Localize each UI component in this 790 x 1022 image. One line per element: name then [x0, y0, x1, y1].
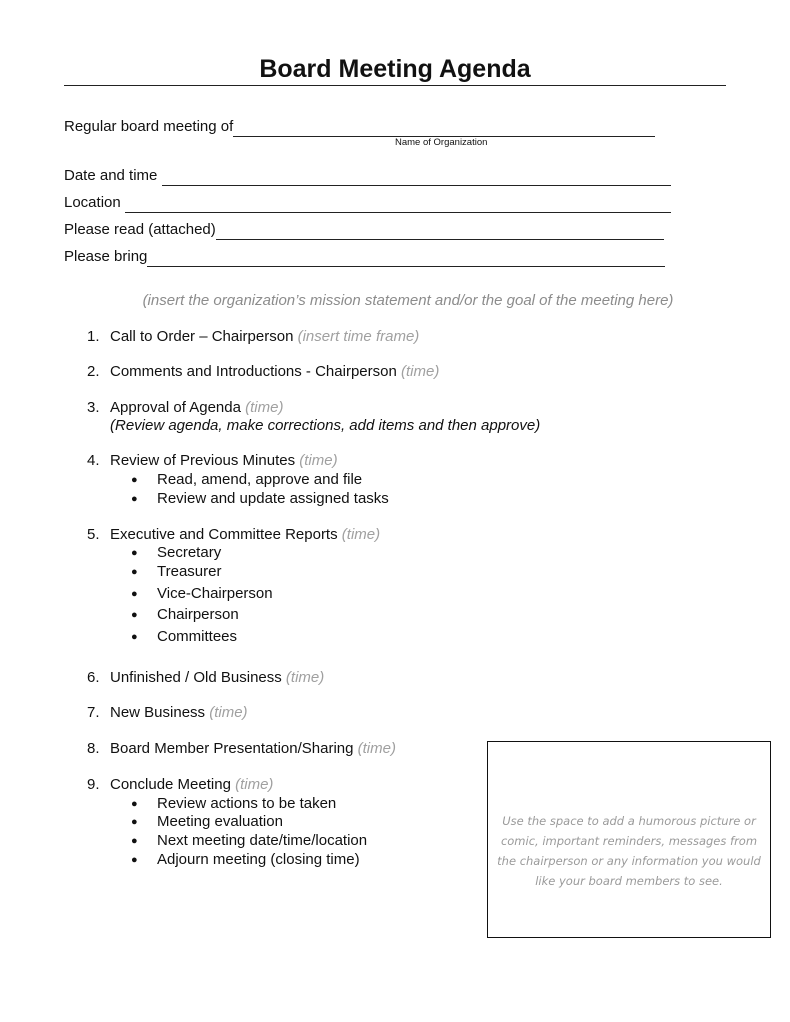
- agenda-item-number: 9.: [87, 776, 100, 793]
- please-bring-field: [64, 247, 665, 267]
- agenda-item-time: (time): [341, 526, 381, 543]
- agenda-item: [87, 703, 248, 723]
- bullet-item: [131, 812, 283, 832]
- agenda-item: [87, 451, 338, 471]
- bullet-text: Read, amend, approve and file: [157, 471, 363, 488]
- please-read-label: Please read (attached): [64, 221, 216, 238]
- bullet-icon: ●: [131, 816, 138, 828]
- bullet-icon: ●: [131, 631, 138, 643]
- mission-placeholder: (insert the organization’s mission statement and/or the goal of the meeting here): [142, 292, 674, 309]
- agenda-item-text: Executive and Committee Reports: [110, 526, 342, 543]
- bullet-icon: ●: [131, 588, 138, 600]
- agenda-item-number: 7.: [87, 704, 100, 721]
- agenda-item-number: 4.: [87, 452, 100, 469]
- agenda-item-number: 3.: [87, 399, 100, 416]
- agenda-item-number: 1.: [87, 328, 100, 345]
- organization-sublabel: Name of Organization: [395, 137, 488, 148]
- agenda-item-text: Call to Order – Chairperson: [110, 328, 298, 345]
- agenda-item-text: Approval of Agenda: [110, 399, 246, 416]
- bullet-icon: ●: [131, 566, 138, 578]
- agenda-item: [87, 362, 439, 382]
- bullet-icon: ●: [131, 493, 138, 505]
- agenda-item: [87, 398, 283, 418]
- bullet-icon: ●: [131, 835, 138, 847]
- bullet-text: Vice-Chairperson: [157, 585, 273, 602]
- bullet-icon: ●: [131, 474, 138, 486]
- bullet-text: Committees: [157, 628, 238, 645]
- agenda-item-time: (time): [400, 363, 440, 380]
- agenda-item-time: (time): [245, 399, 284, 416]
- agenda-item-time: (time): [299, 452, 338, 469]
- agenda-item-text: New Business: [110, 704, 210, 721]
- note-box-text: Use the space to add a humorous picture or comic, important reminders, messages from the chairperson or any information you would like your board members to see.: [497, 814, 761, 888]
- bullet-item: [131, 831, 367, 851]
- bullet-text: Review actions to be taken: [157, 795, 337, 812]
- bullet-icon: ●: [131, 854, 138, 866]
- bullet-item: [131, 543, 221, 563]
- datetime-label: Date and time: [64, 167, 162, 184]
- please-bring-blank-line[interactable]: [147, 250, 665, 267]
- bullet-text: Adjourn meeting (closing time): [157, 851, 360, 868]
- bullet-icon: ●: [131, 547, 138, 559]
- organization-label: Regular board meeting of: [64, 118, 234, 135]
- bullet-text: Review and update assigned tasks: [157, 490, 389, 507]
- agenda-item-text: Comments and Introductions - Chairperson: [110, 363, 401, 380]
- location-label: Location: [64, 194, 125, 211]
- agenda-item-text: Conclude Meeting: [110, 776, 236, 793]
- agenda-item-note: (Review agenda, make corrections, add items and then approve): [110, 417, 541, 434]
- please-read-blank-line[interactable]: [216, 223, 664, 240]
- organization-blank-line[interactable]: [233, 120, 655, 137]
- please-bring-label: Please bring: [64, 248, 148, 265]
- bullet-item: [131, 850, 360, 870]
- agenda-item: [87, 668, 324, 688]
- location-blank-line[interactable]: [125, 196, 671, 213]
- agenda-item-time: (time): [209, 704, 248, 721]
- agenda-item-number: 8.: [87, 740, 100, 757]
- bullet-text: Chairperson: [157, 606, 239, 623]
- agenda-item-text: Review of Previous Minutes: [110, 452, 300, 469]
- bullet-item: [131, 605, 239, 625]
- bullet-text: Treasurer: [157, 563, 222, 580]
- bullet-text: Meeting evaluation: [157, 813, 283, 830]
- agenda-item-time: (time): [357, 740, 396, 757]
- bullet-icon: ●: [131, 609, 138, 621]
- agenda-item-time: (insert time frame): [297, 328, 420, 345]
- page-title: Board Meeting Agenda: [259, 55, 531, 83]
- bullet-item: [131, 489, 389, 509]
- agenda-item-text: Board Member Presentation/Sharing: [110, 740, 358, 757]
- agenda-item-time: (time): [235, 776, 274, 793]
- bullet-text: Secretary: [157, 544, 222, 561]
- agenda-item: [87, 775, 273, 795]
- agenda-item: [87, 525, 380, 545]
- agenda-item-number: 2.: [87, 363, 100, 380]
- bullet-item: [131, 562, 221, 582]
- bullet-item: [131, 627, 237, 647]
- agenda-item-text: Unfinished / Old Business: [110, 669, 286, 686]
- location-field: [64, 193, 671, 213]
- bullet-item: [131, 470, 362, 490]
- agenda-item-time: (time): [285, 669, 325, 686]
- bullet-text: Next meeting date/time/location: [157, 832, 368, 849]
- bullet-item: [131, 794, 336, 814]
- organization-field: [64, 117, 655, 137]
- agenda-item: [87, 739, 396, 759]
- agenda-item-number: 5.: [87, 526, 100, 543]
- bullet-icon: ●: [131, 798, 138, 810]
- please-read-field: [64, 220, 664, 240]
- note-box[interactable]: [487, 741, 771, 938]
- agenda-item: [87, 327, 419, 347]
- agenda-item-number: 6.: [87, 669, 100, 686]
- datetime-field: [64, 166, 671, 186]
- datetime-blank-line[interactable]: [162, 169, 671, 186]
- title-divider: [64, 85, 726, 86]
- bullet-item: [131, 584, 273, 604]
